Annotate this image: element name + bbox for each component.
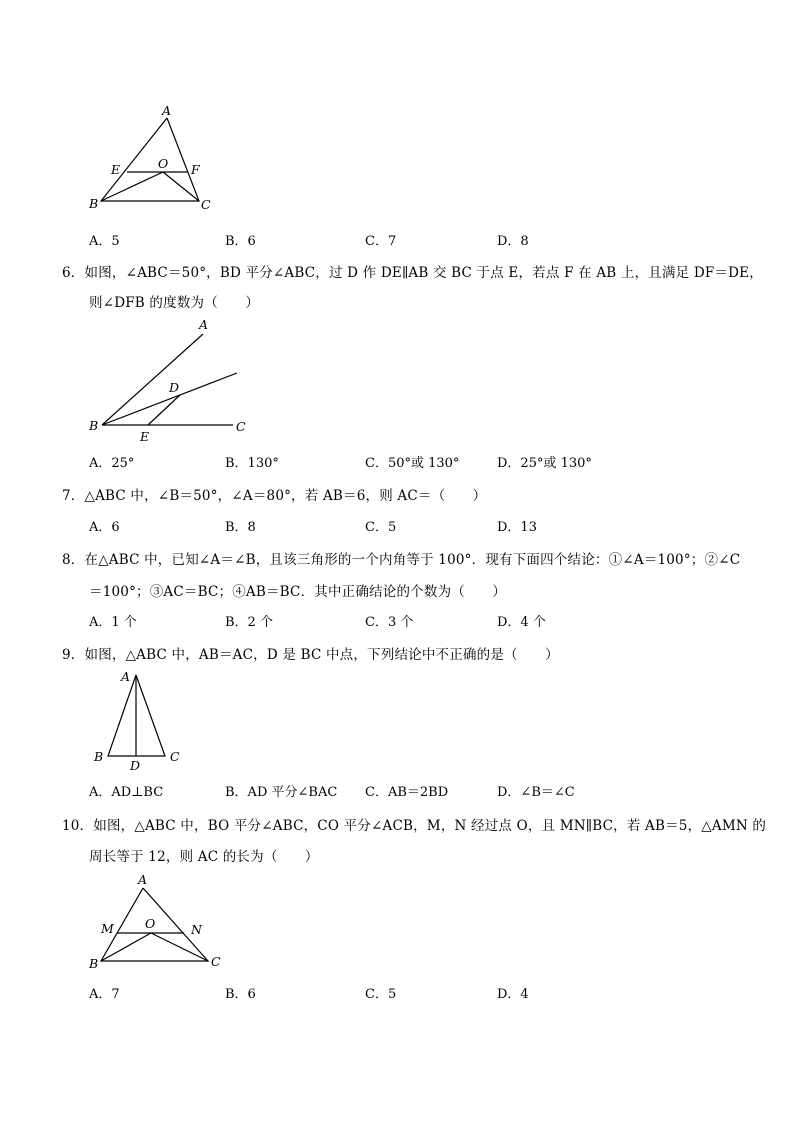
- q6-label-b: B: [89, 418, 99, 433]
- q8-stem-line1: 8．在△ABC 中，已知∠A＝∠B，且该三角形的一个内角等于 100°．现有下面四个结论：①∠A＝100°；②∠C: [62, 552, 741, 568]
- q10-option-b: B．6: [225, 987, 256, 1002]
- q7-option-c: C．5: [365, 520, 397, 535]
- q10-label-b: B: [89, 956, 99, 971]
- q8-stem-line2: ＝100°；③AC＝BC；④AB＝BC．其中正确结论的个数为（ ）: [89, 584, 507, 600]
- q10-label-o: O: [145, 916, 156, 931]
- q10-option-c: C．5: [365, 987, 397, 1002]
- q8-option-c: C．3 个: [365, 615, 414, 630]
- q7-option-b: B．8: [225, 520, 256, 535]
- q7-option-d: D．13: [497, 520, 537, 535]
- q6-stem-line2: 则∠DFB 的度数为（ ）: [89, 295, 260, 311]
- q5-option-d: D．8: [497, 234, 529, 249]
- q6-option-b: B．130°: [225, 456, 279, 471]
- q6-label-c: C: [236, 419, 246, 434]
- q10-label-a: A: [138, 872, 148, 887]
- q9-label-a: A: [121, 669, 131, 684]
- q6-option-a: A．25°: [89, 456, 135, 471]
- q9-option-c: C．AB＝2BD: [365, 785, 449, 800]
- q6-label-a: A: [199, 317, 209, 332]
- q10-label-n: N: [191, 922, 202, 937]
- q8-option-d: D．4 个: [497, 615, 546, 630]
- q7-stem-line1: 7．△ABC 中，∠B＝50°，∠A＝80°，若 AB＝6，则 AC＝（ ）: [62, 488, 487, 504]
- q9-option-d: D．∠B＝∠C: [497, 785, 575, 800]
- q6-stem-line1: 6．如图，∠ABC＝50°，BD 平分∠ABC，过 D 作 DE∥AB 交 BC 于点 E，若点 F 在 AB 上，且满足 DF＝DE，: [62, 265, 763, 281]
- q7-option-a: A．6: [89, 520, 120, 535]
- q5-label-b: B: [89, 196, 99, 211]
- q5-label-a: A: [162, 103, 172, 118]
- q8-option-a: A．1 个: [89, 615, 137, 630]
- q9-label-c: C: [170, 749, 180, 764]
- q5-label-o: O: [158, 156, 169, 171]
- q10-stem-line2: 周长等于 12，则 AC 的长为（ ）: [89, 849, 319, 865]
- q10-stem-line1: 10．如图，△ABC 中，BO 平分∠ABC，CO 平分∠ACB，M，N 经过点 O，且 MN∥BC，若 AB＝5，△AMN 的: [62, 818, 767, 834]
- q10-option-a: A．7: [89, 987, 120, 1002]
- q5-label-c: C: [201, 197, 211, 212]
- q9-label-b: B: [94, 749, 104, 764]
- q10-label-m: M: [101, 921, 114, 936]
- q9-label-d: D: [130, 758, 141, 773]
- q10-option-d: D．4: [497, 987, 529, 1002]
- q5-option-c: C．7: [365, 234, 397, 249]
- q6-option-c: C．50°或 130°: [365, 456, 460, 471]
- q6-label-d: D: [169, 380, 180, 395]
- q10-segment-oc: [151, 933, 208, 961]
- q6-label-e: E: [140, 429, 150, 444]
- q10-label-c: C: [211, 954, 221, 969]
- q9-option-a: A．AD⊥BC: [89, 785, 164, 800]
- q5-option-a: A．5: [89, 234, 120, 249]
- q5-option-b: B．6: [225, 234, 256, 249]
- q8-option-b: B．2 个: [225, 615, 273, 630]
- q9-option-b: B．AD 平分∠BAC: [225, 785, 338, 800]
- q5-label-f: F: [191, 162, 200, 177]
- q5-label-e: E: [111, 162, 121, 177]
- q9-stem-line1: 9．如图，△ABC 中，AB＝AC，D 是 BC 中点，下列结论中不正确的是（ ）: [62, 647, 559, 663]
- q6-option-d: D．25°或 130°: [497, 456, 592, 471]
